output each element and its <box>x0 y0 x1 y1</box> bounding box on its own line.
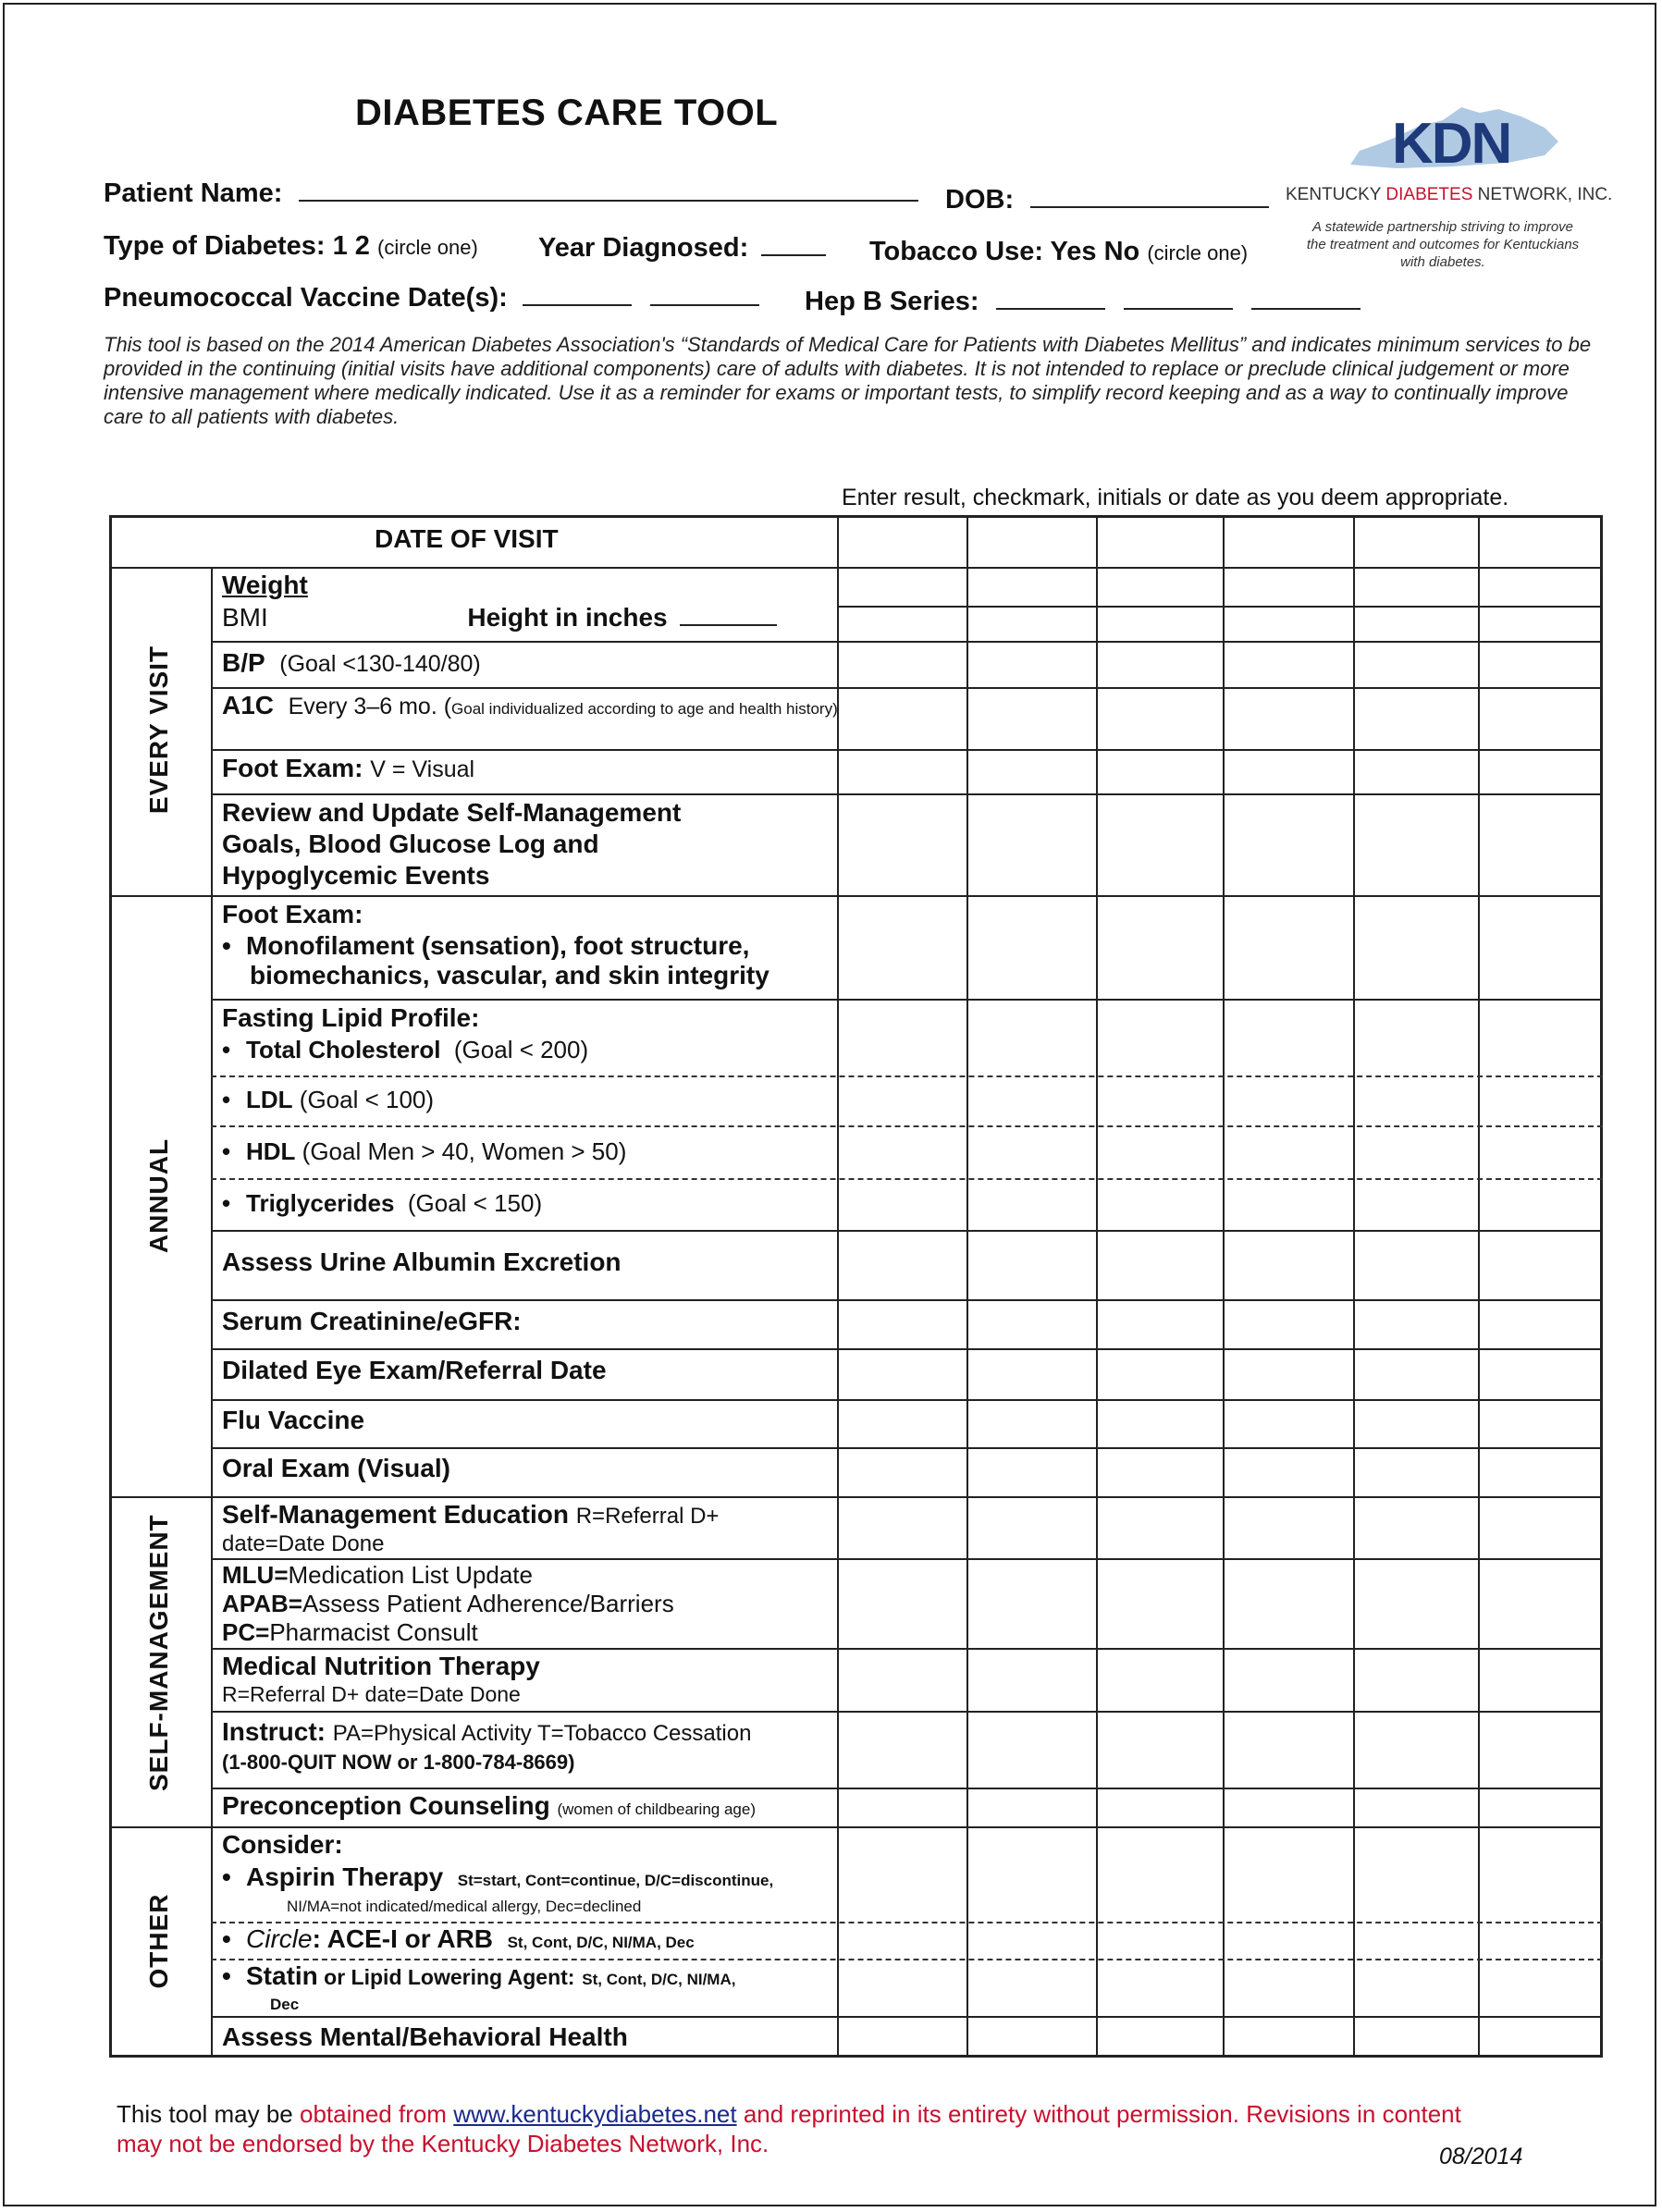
row-divider <box>837 606 1603 608</box>
flu-vaccine-row: Flu Vaccine <box>222 1406 365 1434</box>
urine-albumin-row: Assess Urine Albumin Excretion <box>222 1247 622 1276</box>
section-column-divider <box>211 567 213 2056</box>
hep-b-field[interactable] <box>805 287 1360 317</box>
bmi-row: BMI Height in inches <box>222 602 777 633</box>
row-divider <box>109 567 1603 569</box>
year-diagnosed-label: Year Diagnosed: <box>538 233 749 263</box>
section-annual: ANNUAL <box>144 1137 173 1254</box>
consider-label: Consider: <box>222 1830 343 1859</box>
patient-name-field[interactable] <box>104 178 918 209</box>
section-divider <box>109 1826 1603 1828</box>
section-every-visit: EVERY VISIT <box>144 645 173 815</box>
dashed-divider <box>211 1125 1603 1127</box>
hep-b-label: Hep B Series: <box>805 287 979 316</box>
dilated-eye-row: Dilated Eye Exam/Referral Date <box>222 1356 607 1384</box>
row-divider <box>211 1447 1603 1449</box>
row-divider <box>211 1558 1603 1560</box>
pneumococcal-field[interactable] <box>104 283 759 313</box>
sme-row: Self-Management Education R=Referral D+ date=Date Done <box>222 1500 720 1556</box>
serum-creatinine-row: Serum Creatinine/eGFR: <box>222 1307 522 1335</box>
revision-date: 08/2014 <box>1439 2144 1523 2169</box>
foot-exam-visual-row: Foot Exam: V = Visual <box>222 754 475 782</box>
review-row: Review and Update Self-Management Goals, Blood Glucose Log and Hypoglycemic Events <box>222 798 682 890</box>
kdn-logo: KDN <box>1392 112 1511 176</box>
row-divider <box>211 1348 1603 1350</box>
tobacco-use-field[interactable]: Tobacco Use: Yes No (circle one) <box>869 237 1249 266</box>
row-divider <box>211 1399 1603 1401</box>
mlu-apab-pc-row: MLU=Medication List Update APAB=Assess Patient Adherence/Barriers PC=Pharmacist Consult <box>222 1561 674 1646</box>
pneumococcal-label: Pneumococcal Vaccine Date(s): <box>104 283 508 313</box>
dob-field[interactable] <box>945 185 1269 215</box>
kentucky-diabetes-link[interactable]: www.kentuckydiabetes.net <box>453 2100 737 2128</box>
org-tagline: A statewide partnership striving to improve the treatment and outcomes for Kentuckians with diabetes. <box>1306 219 1580 270</box>
row-divider <box>211 2016 1603 2018</box>
patient-name-label: Patient Name: <box>104 178 283 208</box>
aspirin-row: • Aspirin Therapy St=start, Cont=continue, D/C=discontinue, NI/MA=not indicated/medical allergy, Dec=declined <box>222 1862 774 1915</box>
instruct-row: Instruct: PA=Physical Activity T=Tobacco Cessation (1-800-QUIT NOW or 1-800-784-8669) <box>222 1717 752 1774</box>
row-divider <box>211 793 1603 795</box>
ldl-row: • LDL (Goal < 100) <box>222 1086 435 1113</box>
section-divider <box>109 895 1603 897</box>
ace-arb-row: • Circle: ACE-I or ARB St, Cont, D/C, NI/MA, Dec <box>222 1924 695 1953</box>
dashed-divider <box>211 1178 1603 1180</box>
row-divider <box>211 641 1603 643</box>
mental-health-row: Assess Mental/Behavioral Health <box>222 2022 628 2051</box>
weight-label: Weight <box>222 571 308 599</box>
dashed-divider <box>211 1075 1603 1077</box>
tobacco-use-label: Tobacco Use: Yes No <box>869 237 1140 266</box>
triglycerides-row: • Triglycerides (Goal < 150) <box>222 1189 543 1217</box>
section-self-management: SELF-MANAGEMENT <box>144 1514 173 1791</box>
dob-label: DOB: <box>945 185 1015 215</box>
preconception-row: Preconception Counseling (women of childbearing age) <box>222 1791 756 1820</box>
row-divider <box>211 1788 1603 1789</box>
row-divider <box>211 687 1603 689</box>
section-divider <box>109 1496 1603 1498</box>
intro-paragraph: This tool is based on the 2014 American Diabetes Association's “Standards of Medical Care for Patients with Diabetes Mellitus” and indicates minimum services to be provided in the continuing (initial visits have additional components) care of adults with diabetes. It is not intended to replace or preclude clinical judgement or more intensive management where medically indicated. Use it as a reminder for exams or important tests, to simplify record keeping and as a way to continually improve care to all patients with diabetes. <box>104 333 1592 428</box>
page-title: DIABETES CARE TOOL <box>355 92 779 133</box>
row-divider <box>211 999 1603 1001</box>
section-other: OTHER <box>144 1893 173 1989</box>
mnt-row: Medical Nutrition Therapy R=Referral D+ date=Date Done <box>222 1652 540 1706</box>
foot-exam-annual-row: Foot Exam: • Monofilament (sensation), foot structure, biomechanics, vascular, and skin integrity <box>222 900 769 989</box>
a1c-row: A1C Every 3–6 mo. (Goal individualized according to age and health history) <box>222 691 838 719</box>
lipid-profile-row: Fasting Lipid Profile: • Total Cholesterol (Goal < 200) <box>222 1003 589 1063</box>
entry-instruction: Enter result, checkmark, initials or date as you deem appropriate. <box>842 485 1509 510</box>
hdl-row: • HDL (Goal Men > 40, Women > 50) <box>222 1137 627 1165</box>
diabetes-type-label: Type of Diabetes: 1 2 <box>104 231 370 261</box>
row-divider <box>211 1230 1603 1232</box>
statin-row: • Statin or Lipid Lowering Agent: St, Cont, D/C, NI/MA, Dec <box>222 1961 736 2013</box>
date-of-visit-header: DATE OF VISIT <box>375 524 559 553</box>
year-diagnosed-field[interactable] <box>538 233 826 264</box>
row-divider <box>211 749 1603 751</box>
oral-exam-row: Oral Exam (Visual) <box>222 1454 450 1482</box>
row-divider <box>211 1711 1603 1713</box>
row-divider <box>211 1299 1603 1301</box>
diabetes-type-field[interactable]: Type of Diabetes: 1 2 (circle one) <box>104 231 478 261</box>
bp-row: B/P (Goal <130-140/80) <box>222 648 481 677</box>
footer-note: This tool may be obtained from www.kentuckydiabetes.net and reprinted in its entirety without permission. Revisions in content may not be endorsed by the Kentucky Diabetes Network, Inc. <box>117 2100 1461 2157</box>
row-divider <box>211 1648 1603 1650</box>
org-name: KENTUCKY DIABETES NETWORK, INC. <box>1286 185 1613 204</box>
